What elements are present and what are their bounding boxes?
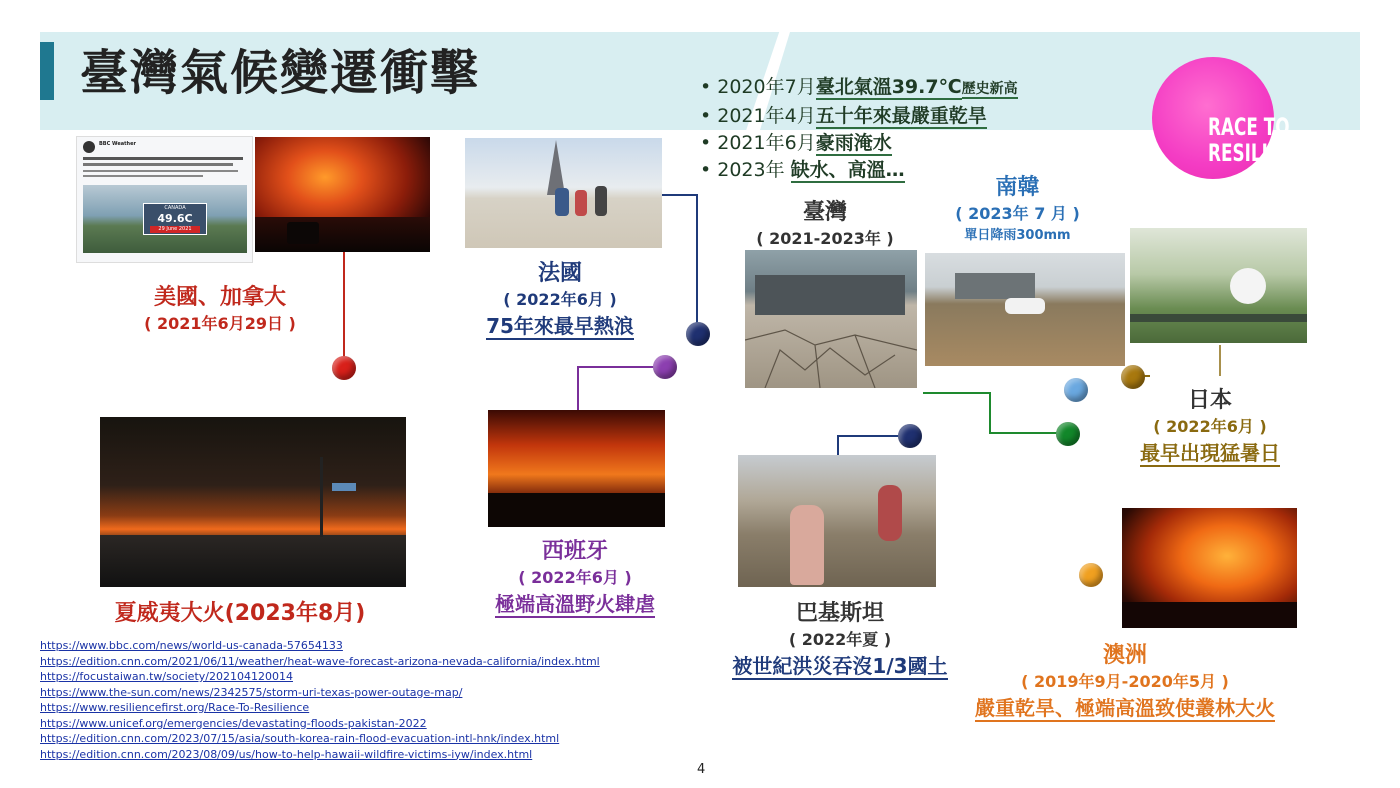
caption-australia [940,638,1310,721]
bullet-item: • 2023年 缺水、高溫… [700,159,905,181]
tweet-temperature: 49.6C [157,212,193,225]
event-name-taiwan: 臺灣 [802,200,847,225]
slide-title: 臺灣氣候變遷衝擊 [80,45,481,101]
caption-japan [1120,383,1300,466]
event-date-spain: ( 2022年6月 ) [518,568,632,587]
photo-hawaii-wildfire [100,417,406,587]
source-link[interactable]: https://edition.cnn.com/2023/08/09/us/how-to-help-hawaii-wildfire-victims-iyw/index.html [40,747,533,761]
source-link[interactable]: https://www.bbc.com/news/world-us-canada-57654133 [40,639,343,652]
source-link[interactable]: https://www.unicef.org/emergencies/devastating-floods-pakistan-2022 [40,716,427,730]
event-name-usa: 美國、加拿大 [153,285,286,310]
caption-taiwan [750,195,900,249]
source-link[interactable]: https://edition.cnn.com/2021/06/11/weather/heat-wave-forecast-arizona-nevada-california/index.html [40,654,600,668]
marker-dot-spain [653,355,677,379]
event-name-japan: 日本 [1187,388,1232,413]
caption-france [470,256,650,339]
marker-dot-korea [1064,378,1088,402]
bullet-item: • 2021年6月豪雨淹水 [700,132,892,154]
source-link[interactable]: https://www.the-sun.com/news/2342575/storm-uri-texas-power-outage-map/ [40,685,463,699]
event-date-france: ( 2022年6月 ) [503,290,617,309]
event-date-japan: ( 2022年6月 ) [1153,417,1267,436]
marker-dot-france [686,322,710,346]
event-name-spain: 西班牙 [541,539,608,564]
source-link[interactable]: https://focustaiwan.tw/society/202104120014 [40,670,293,683]
tweet-country: CANADA [164,205,186,211]
event-desc-france: 75年來最早熱浪 [486,314,634,338]
event-desc-pakistan: 被世紀洪災吞沒1/3國土 [732,654,948,678]
event-name-korea: 南韓 [995,175,1040,200]
source-link[interactable]: https://edition.cnn.com/2023/07/15/asia/south-korea-rain-flood-evacuation-intl-hnk/index.html [40,732,560,745]
photo-usa-wildfire [255,137,430,252]
tweet-account: BBC Weather [99,141,136,147]
caption-korea [940,170,1095,243]
page-number: 4 [697,762,706,777]
photo-spain-wildfire [488,410,665,527]
marker-dot-pakistan [898,424,922,448]
event-name-hawaii: 夏威夷大火(2023年8月) [114,601,366,626]
photo-australia-bushfire [1122,508,1297,628]
marker-dot-taiwan [1056,422,1080,446]
caption-spain [470,534,680,617]
caption-usa [140,280,300,334]
event-date-usa: ( 2021年6月29日 ) [144,314,296,333]
marker-dot-australia [1079,563,1103,587]
photo-japan-heat [1130,228,1307,343]
event-date-korea: ( 2023年 7 月 ) [955,204,1080,223]
photo-france-heatwave [465,138,662,248]
source-link[interactable]: https://www.resiliencefirst.org/Race-To-Resilience [40,701,310,714]
event-name-france: 法國 [537,261,582,286]
photo-taiwan-drought [745,250,917,388]
caption-hawaii [95,596,385,627]
event-desc-korea: 單日降雨300mm [964,228,1071,243]
event-date-australia: ( 2019年9月-2020年5月 ) [1021,672,1229,691]
bullet-item: • 2020年7月臺北氣溫39.7℃歷史新高 [700,76,1018,98]
event-desc-spain: 極端高溫野火肆虐 [495,592,655,616]
tweet-screenshot [76,136,253,263]
event-date-taiwan: ( 2021-2023年 ) [756,229,894,248]
photo-korea-flood [925,253,1125,366]
logo-text: RACE TO RESILIENCE [1208,113,1318,167]
marker-dot-usa [332,356,356,380]
photo-pakistan-flood [738,455,936,587]
bullet-item: • 2021年4月五十年來最嚴重乾旱 [700,105,987,127]
event-name-pakistan: 巴基斯坦 [795,601,884,626]
avatar [83,141,95,153]
caption-pakistan [730,596,950,679]
event-desc-japan: 最早出現猛暑日 [1140,441,1280,465]
event-date-pakistan: ( 2022年夏 ) [788,630,892,649]
event-desc-australia: 嚴重乾旱、極端高溫致使叢林大火 [975,696,1275,720]
source-links [40,638,600,762]
tweet-date: 29 June 2021 [150,226,200,233]
event-name-australia: 澳洲 [1102,643,1147,668]
